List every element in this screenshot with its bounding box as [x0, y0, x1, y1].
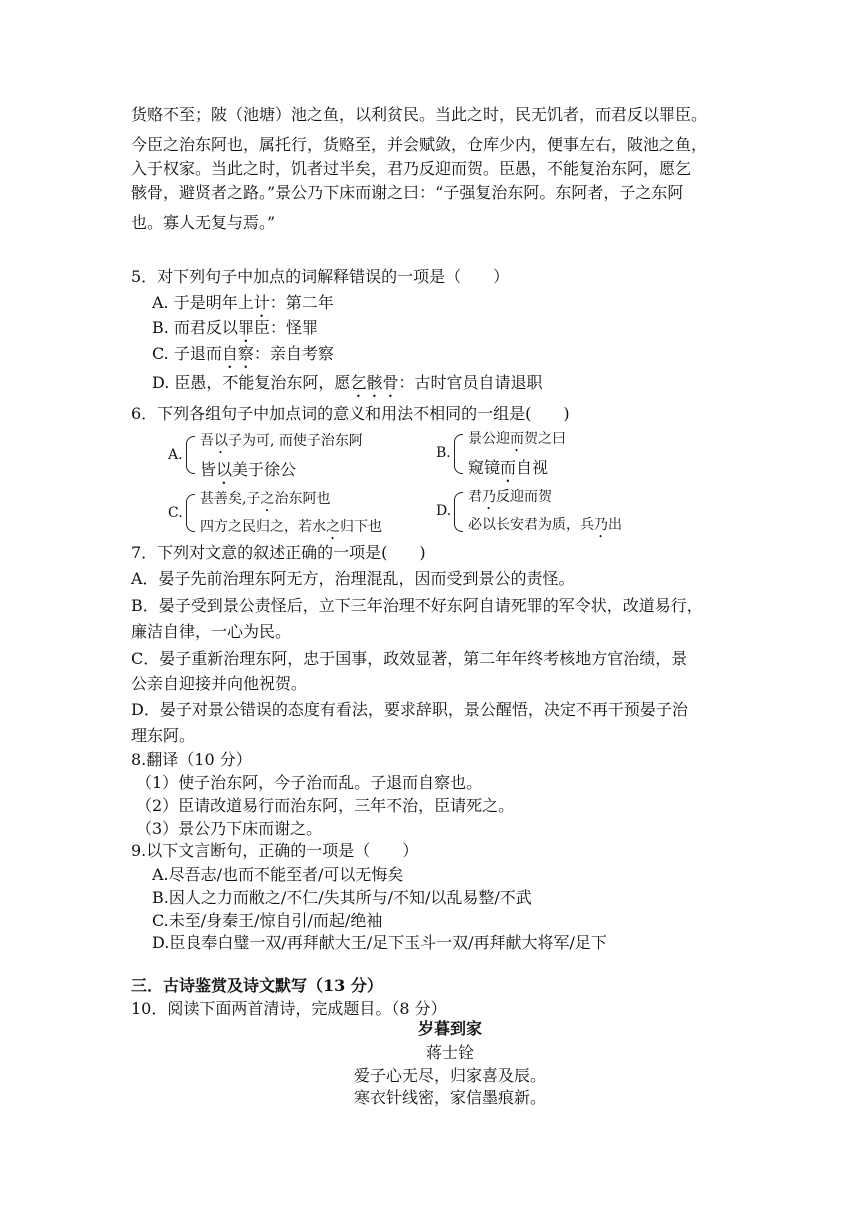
option-line-1: 君乃反迎而贺 [468, 489, 552, 505]
brace-icon [454, 492, 463, 532]
question-7-line: 廉洁自律，一心为民。 [131, 622, 292, 641]
question-5-option-a: A. 于是明年上计：第二年 [152, 293, 334, 312]
question-10-stem: 10．阅读下面两首清诗，完成题目。（8 分） [131, 999, 447, 1018]
question-7-line: D．晏子对景公错误的态度有看法，要求辞职，景公醒悟，决定不再干预晏子治 [131, 700, 688, 719]
question-8-stem: 8.翻译（10 分） [131, 750, 252, 769]
question-9-option: B.因人之力而敝之/不仁/失其所与/不知/以乱易整/不武 [152, 888, 532, 907]
section-heading: 三．古诗鉴赏及诗文默写（13 分） [131, 976, 383, 995]
question-6-option-c [168, 488, 428, 540]
question-9-option: D.臣良奉白璧一双/再拜献大王/足下玉斗一双/再拜献大将军/足下 [152, 933, 607, 952]
question-7-stem: 7．下列对文意的叙述正确的一项是( ) [131, 543, 426, 562]
question-6-option-b [436, 428, 656, 482]
passage-line: 今臣之治东阿也，属托行，货赂至，并会赋敛，仓库少内，便事左右，陂池之鱼， [131, 135, 708, 154]
option-line-1: 吾以子为可, 而使子治东阿 [200, 433, 363, 449]
passage-line: 骸骨，避贤者之路。”景公乃下床而谢之曰：“子强复治东阿。东阿者，子之东阿 [131, 183, 684, 202]
option-line-1: 甚善矣,子之治东阿也 [200, 491, 331, 507]
brace-icon [186, 436, 195, 474]
option-line-2: 必以长安君为质，兵乃出 [468, 517, 622, 533]
question-9-stem: 9.以下文言断句，正确的一项是（ ） [131, 841, 419, 860]
brace-icon [454, 434, 463, 474]
question-7-line: 理东阿。 [131, 726, 196, 745]
question-7-line: 公亲自迎接并向他祝贺。 [131, 674, 308, 693]
poem-author: 蒋士铨 [425, 1043, 474, 1062]
question-9-option: A.尽吾志/也而不能至者/可以无悔矣 [152, 865, 404, 884]
question-9-option: C.未至/身秦王/惊自引/而起/绝袖 [152, 911, 383, 930]
question-6-stem: 6．下列各组句子中加点词的意义和用法不相同的一组是( ) [131, 404, 570, 423]
question-7-line: B．晏子受到景公责怪后，立下三年治理不好东阿自请死罪的军令状，改道易行， [131, 596, 703, 615]
question-8-item: （1）使子治东阿，今子治而乱。子退而自察也。 [136, 773, 483, 792]
option-label: C. [168, 505, 183, 521]
question-6-option-d [436, 486, 666, 540]
option-line-1: 景公迎而贺之曰 [468, 431, 566, 447]
question-5-option-b: B. 而君反以罪臣：怪罪 [152, 318, 318, 337]
question-8-item: （2）臣请改道易行而治东阿，三年不治，臣请死之。 [136, 796, 515, 815]
passage-line: 货赂不至；陂（池塘）池之鱼，以利贫民。当此之时，民无饥者，而君反以罪臣。 [131, 105, 708, 124]
question-5-option-d: D. 臣愚，不能复治东阿，愿乞骸骨：古时官员自请退职 [152, 373, 543, 392]
passage-line: 入于权家。当此之时，饥者过半矣，君乃反迎而贺。臣愚，不能复治东阿，愿乞 [131, 159, 692, 178]
option-label: B. [436, 445, 451, 461]
passage-line: 也。寡人无复与焉。” [131, 213, 276, 232]
poem-line: 爱子心无尽，归家喜及辰。 [353, 1066, 546, 1085]
question-7-line: A．晏子先前治理东阿无方，治理混乱，因而受到景公的责怪。 [131, 569, 575, 588]
brace-icon [186, 494, 195, 532]
question-6-option-a [168, 430, 428, 482]
poem-line: 寒衣针线密，家信墨痕新。 [353, 1088, 546, 1107]
question-5-stem: 5．对下列句子中加点的词解释错误的一项是（ ） [131, 267, 510, 286]
poem-title: 岁暮到家 [417, 1019, 482, 1038]
option-line-2: 皆以美于徐公 [200, 460, 297, 479]
question-5-option-c: C. 子退而自察：亲自考察 [152, 344, 334, 363]
question-8-item: （3）景公乃下床而谢之。 [136, 819, 323, 838]
option-line-2: 四方之民归之，若水之归下也 [200, 519, 382, 535]
question-7-line: C．晏子重新治理东阿，忠于国事，政效显著，第二年年终考核地方官治绩，景 [131, 649, 688, 668]
option-label: A. [168, 447, 183, 463]
option-line-2: 窥镜而自视 [468, 458, 549, 477]
option-label: D. [436, 503, 452, 519]
